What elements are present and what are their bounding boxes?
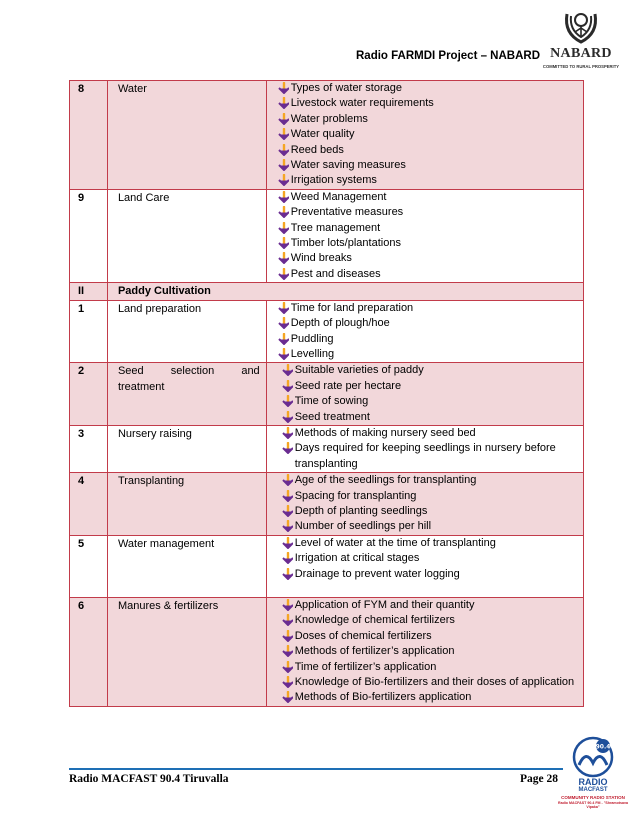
list-item: Knowledge of chemical fertilizers bbox=[277, 613, 577, 628]
section-row bbox=[70, 283, 584, 300]
list-item: Time of sowing bbox=[277, 394, 577, 409]
row-title: Land preparation bbox=[107, 300, 266, 363]
row-number: 4 bbox=[70, 473, 108, 536]
nabard-logo-tagline: COMMITTED TO RURAL PROSPERITY bbox=[542, 64, 620, 69]
list-item: Depth of planting seedlings bbox=[277, 504, 577, 519]
arrow-bullet-icon bbox=[281, 442, 293, 454]
arrow-bullet-icon bbox=[277, 97, 289, 109]
list-item: Puddling bbox=[277, 332, 577, 347]
list-item: Number of seedlings per hill bbox=[277, 519, 577, 534]
list-item: Weed Management bbox=[277, 190, 577, 205]
table-row bbox=[70, 300, 584, 363]
list-item: Water quality bbox=[277, 127, 577, 142]
arrow-bullet-icon bbox=[277, 191, 289, 203]
list-item: Spacing for transplanting bbox=[277, 489, 577, 504]
arrow-bullet-icon bbox=[277, 348, 289, 360]
section-title: Paddy Cultivation bbox=[107, 283, 583, 300]
list-item: Seed rate per hectare bbox=[277, 379, 577, 394]
table-row bbox=[70, 425, 584, 472]
radio-macfast-logo bbox=[555, 735, 635, 825]
arrow-bullet-icon bbox=[277, 317, 289, 329]
arrow-bullet-icon bbox=[281, 661, 293, 673]
arrow-bullet-icon bbox=[277, 268, 289, 280]
radio-logo-line2: MACFAST bbox=[578, 787, 608, 793]
arrow-bullet-icon bbox=[277, 252, 289, 264]
list-item: Depth of plough/hoe bbox=[277, 316, 577, 331]
arrow-bullet-icon bbox=[281, 474, 293, 486]
arrow-bullet-icon bbox=[281, 568, 293, 580]
row-topics bbox=[266, 300, 583, 363]
arrow-bullet-icon bbox=[277, 174, 289, 186]
page-number: Page 28 bbox=[520, 773, 559, 785]
arrow-bullet-icon bbox=[277, 222, 289, 234]
list-item: Methods of Bio-fertilizers application bbox=[277, 690, 577, 705]
row-number: 5 bbox=[70, 535, 108, 597]
nabard-logo bbox=[542, 6, 625, 76]
radio-wave-logo-icon bbox=[569, 735, 617, 779]
arrow-bullet-icon bbox=[281, 645, 293, 657]
table-row bbox=[70, 598, 584, 707]
radio-logo-line3: COMMUNITY RADIO STATION bbox=[561, 795, 625, 800]
row-topics bbox=[266, 425, 583, 472]
list-item: Doses of chemical fertilizers bbox=[277, 629, 577, 644]
row-number: 2 bbox=[70, 363, 108, 426]
row-title-line: treatment bbox=[117, 380, 165, 393]
row-title: Water bbox=[107, 81, 266, 190]
list-item: Suitable varieties of paddy bbox=[277, 363, 577, 378]
row-title: Water management bbox=[107, 535, 266, 597]
list-item: Water saving measures bbox=[277, 158, 577, 173]
row-title: Nursery raising bbox=[107, 425, 266, 472]
footer-station-name: Radio MACFAST 90.4 Tiruvalla bbox=[69, 773, 229, 785]
table-row bbox=[70, 535, 584, 597]
list-item: Time for land preparation bbox=[277, 301, 577, 316]
arrow-bullet-icon bbox=[277, 302, 289, 314]
row-number: 1 bbox=[70, 300, 108, 363]
list-item: Water problems bbox=[277, 112, 577, 127]
arrow-bullet-icon bbox=[281, 537, 293, 549]
arrow-bullet-icon bbox=[281, 411, 293, 423]
list-item: Irrigation at critical stages bbox=[277, 551, 577, 566]
row-number: 3 bbox=[70, 425, 108, 472]
list-item: Days required for keeping seedlings in nursery before transplanting bbox=[277, 441, 577, 472]
row-title: Land Care bbox=[107, 189, 266, 282]
radio-logo-line1: RADIO bbox=[578, 777, 608, 787]
arrow-bullet-icon bbox=[277, 113, 289, 125]
arrow-bullet-icon bbox=[277, 333, 289, 345]
list-item: Reed beds bbox=[277, 143, 577, 158]
list-item: Methods of fertilizer’s application bbox=[277, 644, 577, 659]
row-number: 6 bbox=[70, 598, 108, 707]
list-item: Age of the seedlings for transplanting bbox=[277, 473, 577, 488]
row-topics bbox=[266, 189, 583, 282]
arrow-bullet-icon bbox=[277, 144, 289, 156]
footer-divider bbox=[69, 768, 563, 770]
arrow-bullet-icon bbox=[277, 159, 289, 171]
arrow-bullet-icon bbox=[277, 206, 289, 218]
arrow-bullet-icon bbox=[281, 676, 293, 688]
nabard-logo-name: NABARD bbox=[550, 46, 612, 61]
arrow-bullet-icon bbox=[281, 505, 293, 517]
list-item: Tree management bbox=[277, 221, 577, 236]
table-row bbox=[70, 363, 584, 426]
nabard-emblem-icon bbox=[561, 6, 601, 46]
arrow-bullet-icon bbox=[281, 427, 293, 439]
arrow-bullet-icon bbox=[281, 614, 293, 626]
arrow-bullet-icon bbox=[281, 490, 293, 502]
list-item: Time of fertilizer’s application bbox=[277, 660, 577, 675]
arrow-bullet-icon bbox=[281, 691, 293, 703]
arrow-bullet-icon bbox=[281, 395, 293, 407]
arrow-bullet-icon bbox=[277, 82, 289, 94]
table-row bbox=[70, 473, 584, 536]
arrow-bullet-icon bbox=[281, 520, 293, 532]
row-title: Transplanting bbox=[107, 473, 266, 536]
radio-logo-line4: Radio MACFAST 90.4 FM - "Shramotsava Vipaka" bbox=[558, 801, 628, 809]
frequency-badge: 90.4 bbox=[595, 743, 611, 751]
row-title bbox=[107, 363, 266, 426]
list-item: Preventative measures bbox=[277, 205, 577, 220]
list-item: Timber lots/plantations bbox=[277, 236, 577, 251]
curriculum-table bbox=[69, 80, 584, 707]
page-header-title: Radio FARMDI Project – NABARD bbox=[356, 50, 541, 62]
arrow-bullet-icon bbox=[281, 599, 293, 611]
arrow-bullet-icon bbox=[281, 364, 293, 376]
list-item: Knowledge of Bio-fertilizers and their doses of application bbox=[277, 675, 577, 690]
list-item: Wind breaks bbox=[277, 251, 577, 266]
row-number: 9 bbox=[70, 189, 108, 282]
row-topics bbox=[266, 363, 583, 426]
list-item: Drainage to prevent water logging bbox=[277, 567, 577, 582]
list-item: Irrigation systems bbox=[277, 173, 577, 188]
table-row bbox=[70, 189, 584, 282]
list-item: Livestock water requirements bbox=[277, 96, 577, 111]
list-item: Types of water storage bbox=[277, 81, 577, 96]
section-number: II bbox=[70, 283, 108, 300]
arrow-bullet-icon bbox=[281, 552, 293, 564]
row-number: 8 bbox=[70, 81, 108, 190]
row-topics bbox=[266, 535, 583, 597]
row-title: Manures & fertilizers bbox=[107, 598, 266, 707]
row-topics bbox=[266, 81, 583, 190]
list-item: Seed treatment bbox=[277, 410, 577, 425]
list-item: Application of FYM and their quantity bbox=[277, 598, 577, 613]
arrow-bullet-icon bbox=[277, 237, 289, 249]
row-topics bbox=[266, 598, 583, 707]
list-item: Pest and diseases bbox=[277, 267, 577, 282]
arrow-bullet-icon bbox=[281, 630, 293, 642]
row-title-line: Seed selection and bbox=[117, 365, 260, 378]
arrow-bullet-icon bbox=[277, 128, 289, 140]
list-item: Level of water at the time of transplanting bbox=[277, 536, 577, 551]
list-item: Methods of making nursery seed bed bbox=[277, 426, 577, 441]
table-row bbox=[70, 81, 584, 190]
list-item: Levelling bbox=[277, 347, 577, 362]
row-topics bbox=[266, 473, 583, 536]
arrow-bullet-icon bbox=[281, 380, 293, 392]
